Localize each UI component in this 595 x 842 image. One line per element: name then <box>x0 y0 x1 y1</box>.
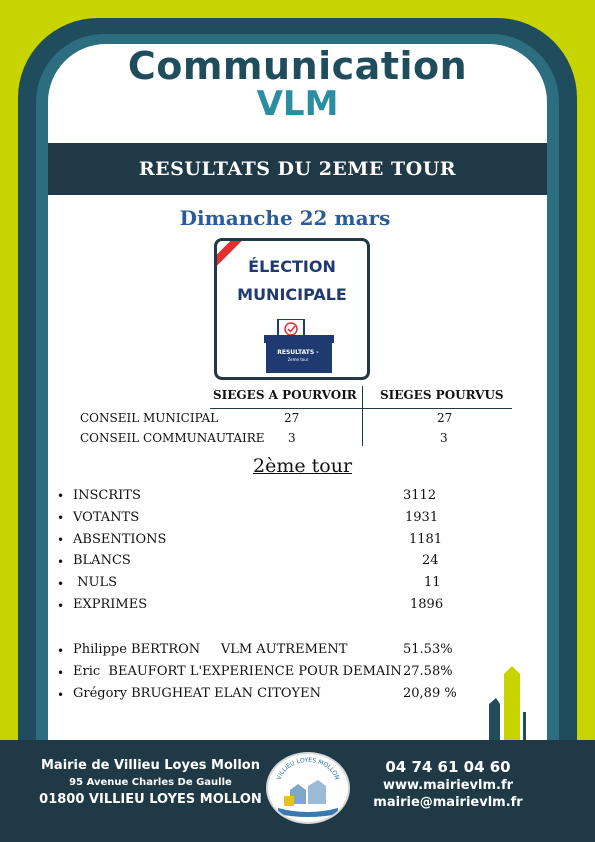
logo-arc-text: VILLIEU LOYES MOLLON <box>275 756 341 781</box>
building-bars-decoration <box>486 662 526 742</box>
seat-row-label-2: CONSEIL COMMUNAUTAIRE <box>80 431 265 445</box>
seat-row-label-1: CONSEIL MUNICIPAL <box>80 411 219 425</box>
brand-subtitle: VLM <box>256 84 339 124</box>
seat-row-filled-2: 3 <box>440 431 448 445</box>
bullet: • <box>57 555 65 569</box>
town-logo <box>266 752 350 824</box>
bullet: • <box>57 688 65 702</box>
footer-email-link[interactable]: mairie@mairievlm.fr <box>373 795 523 810</box>
tour-title: 2ème tour <box>253 455 353 477</box>
ballot-box-icon <box>264 319 334 373</box>
election-card <box>214 238 370 380</box>
col-header-to-fill: SIEGES A POURVOIR <box>213 388 357 402</box>
ballot-sublabel: 2eme tour <box>287 357 309 362</box>
bullet: • <box>57 489 65 503</box>
bullet: • <box>57 577 65 591</box>
stat-label: INSCRITS <box>73 488 141 503</box>
footer-org: Mairie de Villieu Loyes Mollon <box>40 758 260 773</box>
candidate-name: Philippe BERTRON VLM AUTREMENT <box>73 642 348 657</box>
stat-value: 11 <box>424 575 441 590</box>
election-date: Dimanche 22 mars <box>179 206 391 230</box>
candidate-pct: 27.58% <box>403 664 453 679</box>
seat-row-to-fill-2: 3 <box>288 431 296 445</box>
bullet: • <box>57 511 65 525</box>
ballot-label: RESULTATS - <box>277 349 319 356</box>
stat-value: 24 <box>422 553 439 568</box>
footer-city: 01800 VILLIEU LOYES MOLLON <box>39 792 262 807</box>
candidate-name: Eric BEAUFORT L'EXPERIENCE POUR DEMAIN <box>73 664 402 679</box>
footer-street: 95 Avenue Charles De Gaulle <box>69 777 232 788</box>
stat-value: 1181 <box>409 532 443 547</box>
bullet: • <box>57 599 65 613</box>
election-card-line2: MUNICIPALE <box>237 285 347 304</box>
stat-label: ABSENTIONS <box>73 532 167 547</box>
candidate-pct: 51.53% <box>403 642 453 657</box>
table-header-rule <box>210 408 512 409</box>
town-logo-icon <box>268 754 348 822</box>
seat-row-to-fill-1: 27 <box>284 411 300 425</box>
footer-phone: 04 74 61 04 60 <box>385 758 511 776</box>
brand-title: Communication <box>127 44 468 88</box>
stat-label: VOTANTS <box>73 510 140 525</box>
candidate-name: Grégory BRUGHEAT ELAN CITOYEN <box>73 686 321 701</box>
stat-value: 1931 <box>405 510 439 525</box>
footer-address <box>18 757 283 809</box>
stat-label: EXPRIMES <box>73 597 148 612</box>
election-card-line1: ÉLECTION <box>248 257 336 276</box>
table-column-divider <box>362 386 363 446</box>
bullet: • <box>57 644 65 658</box>
col-header-filled: SIEGES POURVUS <box>380 388 504 402</box>
stat-value: 1896 <box>410 597 444 612</box>
bullet: • <box>57 533 65 547</box>
stat-label: BLANCS <box>73 553 131 568</box>
footer-contact <box>368 757 528 812</box>
bullet: • <box>57 666 65 680</box>
footer-web-link[interactable]: www.mairievlm.fr <box>382 778 514 793</box>
seat-row-filled-1: 27 <box>437 411 453 425</box>
svg-text:VILLIEU LOYES MOLLON <box>276 757 341 781</box>
results-banner: RESULTATS DU 2EME TOUR <box>48 143 547 195</box>
stat-label: NULS <box>73 575 118 590</box>
stat-value: 3112 <box>403 488 437 503</box>
candidate-pct: 20,89 % <box>403 686 457 701</box>
